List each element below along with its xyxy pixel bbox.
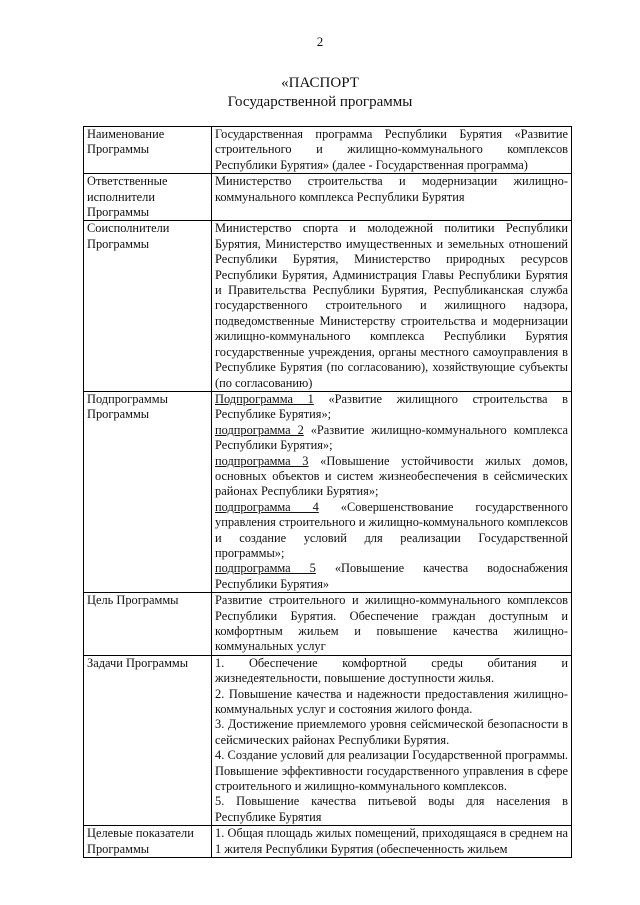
table-row (84, 826, 572, 858)
row-label: Ответственные исполнители Программы (84, 174, 212, 221)
task-item: 2. Повышение качества и надежности предоставления жилищно-коммунальных услуг и состояния жилого фонда. (215, 686, 568, 717)
row-value: Государственная программа Республики Бурятия «Развитие строительного и жилищно-коммунального комплексов Республики Бурятия» (далее - Государственная программа) (212, 127, 572, 174)
title-line-1: «ПАСПОРТ (281, 75, 359, 91)
table-row (84, 127, 572, 174)
subprogram-link[interactable]: подпрограмма 4 (215, 499, 319, 514)
table-row (84, 221, 572, 391)
subprogram-text: «Развитие жилищного строительства в Республике Бурятия»; (215, 391, 569, 422)
subprogram-link[interactable]: подпрограмма 2 (215, 422, 304, 437)
page-number: 2 (316, 34, 324, 49)
task-item: 1. Обеспечение комфортной среды обитания и жизнедеятельности, повышение доступности жилья. (215, 655, 568, 686)
row-label: Задачи Программы (84, 655, 212, 825)
task-item: 4. Создание условий для реализации Государственной программы. Повышение эффективности государственного управления в сфере строительного и жилищно-коммунального комплексов. (215, 748, 568, 794)
subprogram-text: «Совершенствование государственного управления строительного и жилищно-коммунального комплексов и создание условий для реализации Государственной программы»; (215, 499, 568, 560)
document-title (0, 74, 640, 112)
subprogram-link[interactable]: подпрограмма 3 (215, 453, 309, 468)
subprogram-text: «Повышение качества водоснабжения Республики Бурятия» (215, 561, 569, 591)
row-label: Наименование Программы (84, 127, 212, 174)
subprogram-item (215, 454, 568, 500)
row-label: Подпрограммы Программы (84, 391, 212, 592)
subprogram-item (215, 561, 568, 592)
row-value: Министерство строительства и модернизации жилищно-коммунального комплекса Республики Бурятия (212, 174, 572, 221)
subprogram-text: «Развитие жилищно-коммунального комплекса Республики Бурятия»; (215, 422, 568, 453)
subprogram-text: «Повышение устойчивости жилых домов, основных объектов и систем жизнеобеспечения в сейсмических районах Республики Бурятия»; (215, 453, 568, 499)
table-row (84, 174, 572, 221)
table-row (84, 655, 572, 825)
title-line-2: Государственной программы (227, 94, 413, 110)
row-label: Целевые показатели Программы (84, 826, 212, 858)
row-value: 1. Общая площадь жилых помещений, приходящаяся в среднем на 1 жителя Республики Бурятия (обеспеченность жильем (212, 826, 572, 858)
subprogram-link[interactable]: Подпрограмма 1 (215, 391, 314, 406)
subprogram-item (215, 423, 568, 454)
subprogram-link[interactable]: подпрограмма 5 (215, 561, 316, 576)
row-label: Соисполнители Программы (84, 221, 212, 391)
row-value: Министерство спорта и молодежной политики Республики Бурятия, Министерство имущественных и земельных отношений Республики Бурятия, Министерство природных ресурсов Республики Бурятия, Администрация Главы Республики Бурятия и Правительства Республики Бурятия, Республиканская служба государственного строительного и жилищного надзора, подведомственные Министерству строительства и модернизации жилищно-коммунального комплекса Республики Бурятия государственные учреждения, органы местного самоуправления в Республике Бурятия (по согласованию), хозяйствующие субъекты (по согласованию) (212, 221, 572, 391)
row-value: Развитие строительного и жилищно-коммунального комплексов Республики Бурятия. Обеспечение граждан доступным и комфортным жильем и повышение качества жилищно-коммунальных услуг (212, 593, 572, 656)
table-row (84, 391, 572, 592)
subprogram-item (215, 500, 568, 562)
subprograms-list (212, 391, 572, 592)
task-item: 3. Достижение приемлемого уровня сейсмической безопасности в сейсмических районах Республики Бурятия. (215, 717, 568, 747)
subprogram-item (215, 392, 568, 423)
row-label: Цель Программы (84, 593, 212, 656)
task-item: 5. Повышение качества питьевой воды для населения в Республике Бурятия (215, 794, 568, 824)
table-row (84, 593, 572, 656)
tasks-list (212, 655, 572, 825)
passport-table (83, 126, 572, 858)
